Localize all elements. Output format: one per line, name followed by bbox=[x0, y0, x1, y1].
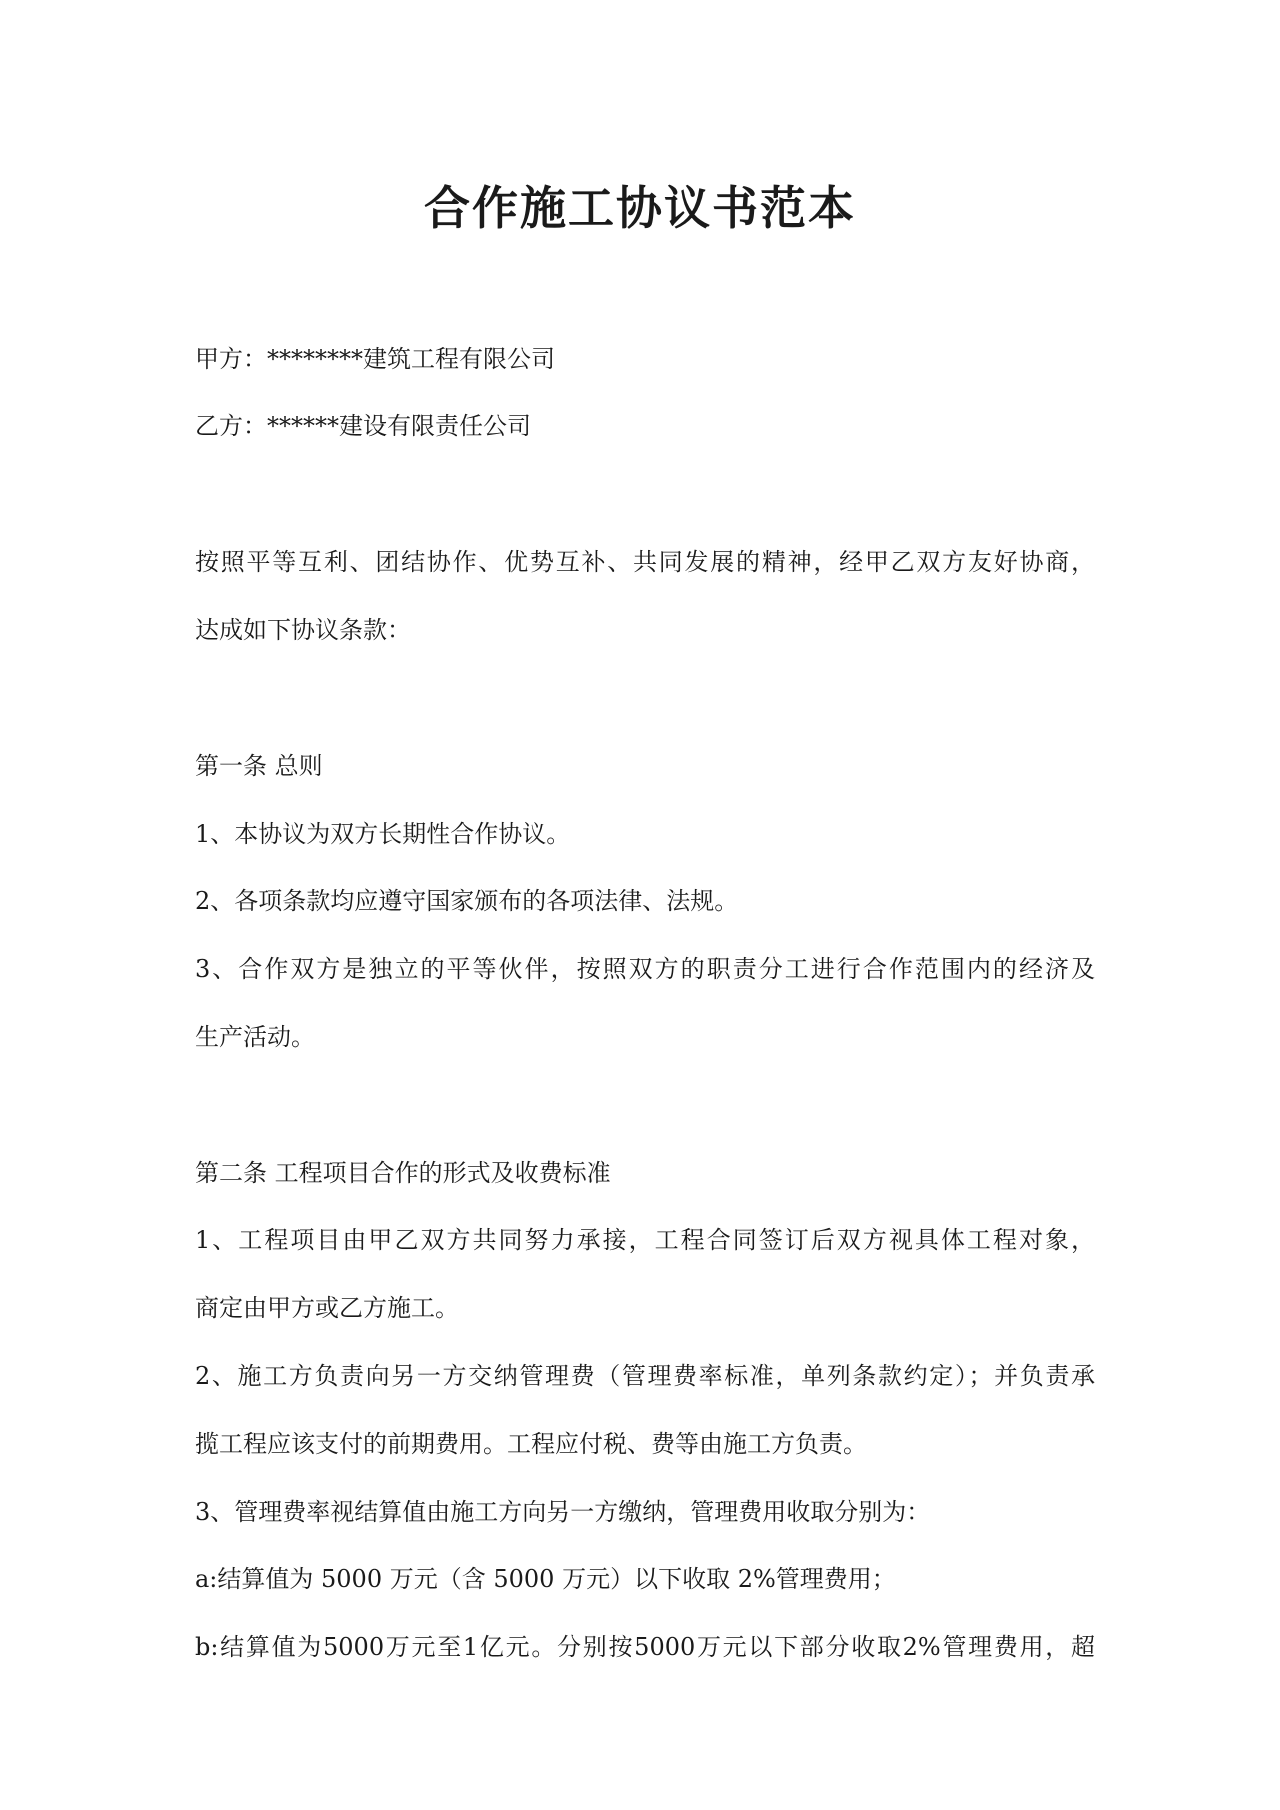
article2-item-1: 1、工程项目由甲乙双方共同努力承接，工程合同签订后双方视具体工程对象， bbox=[195, 1226, 1095, 1254]
article2-item-2: 2、施工方负责向另一方交纳管理费（管理费率标准，单列条款约定）；并负责承 bbox=[195, 1362, 1095, 1390]
article2-item-1-cont: 商定由甲方或乙方施工。 bbox=[195, 1294, 459, 1322]
preamble-line-1: 按照平等互利、团结协作、优势互补、共同发展的精神，经甲乙双方友好协商， bbox=[195, 548, 1095, 576]
article2-heading: 第二条 工程项目合作的形式及收费标准 bbox=[195, 1159, 611, 1187]
article2-item-3: 3、管理费率视结算值由施工方向另一方缴纳，管理费用收取分别为： bbox=[195, 1498, 931, 1526]
article2-item-2-cont: 揽工程应该支付的前期费用。工程应付税、费等由施工方负责。 bbox=[195, 1430, 867, 1458]
article1-item-3-cont: 生产活动。 bbox=[195, 1023, 315, 1051]
document-title: 合作施工协议书范本 bbox=[424, 181, 856, 235]
preamble-line-2: 达成如下协议条款： bbox=[195, 616, 411, 644]
article1-item-2: 2、各项条款均应遵守国家颁布的各项法律、法规。 bbox=[195, 887, 739, 915]
party-b: 乙方：******建设有限责任公司 bbox=[195, 412, 531, 440]
article1-heading: 第一条 总则 bbox=[195, 752, 323, 780]
article2-item-3b: b:结算值为5000万元至1亿元。分别按5000万元以下部分收取2%管理费用，超 bbox=[195, 1633, 1095, 1661]
article1-item-1: 1、本协议为双方长期性合作协议。 bbox=[195, 820, 571, 848]
party-a: 甲方：********建筑工程有限公司 bbox=[195, 345, 555, 373]
article2-item-3a: a:结算值为 5000 万元（含 5000 万元）以下收取 2%管理费用； bbox=[195, 1565, 896, 1593]
article1-item-3: 3、合作双方是独立的平等伙伴，按照双方的职责分工进行合作范围内的经济及 bbox=[195, 955, 1095, 983]
